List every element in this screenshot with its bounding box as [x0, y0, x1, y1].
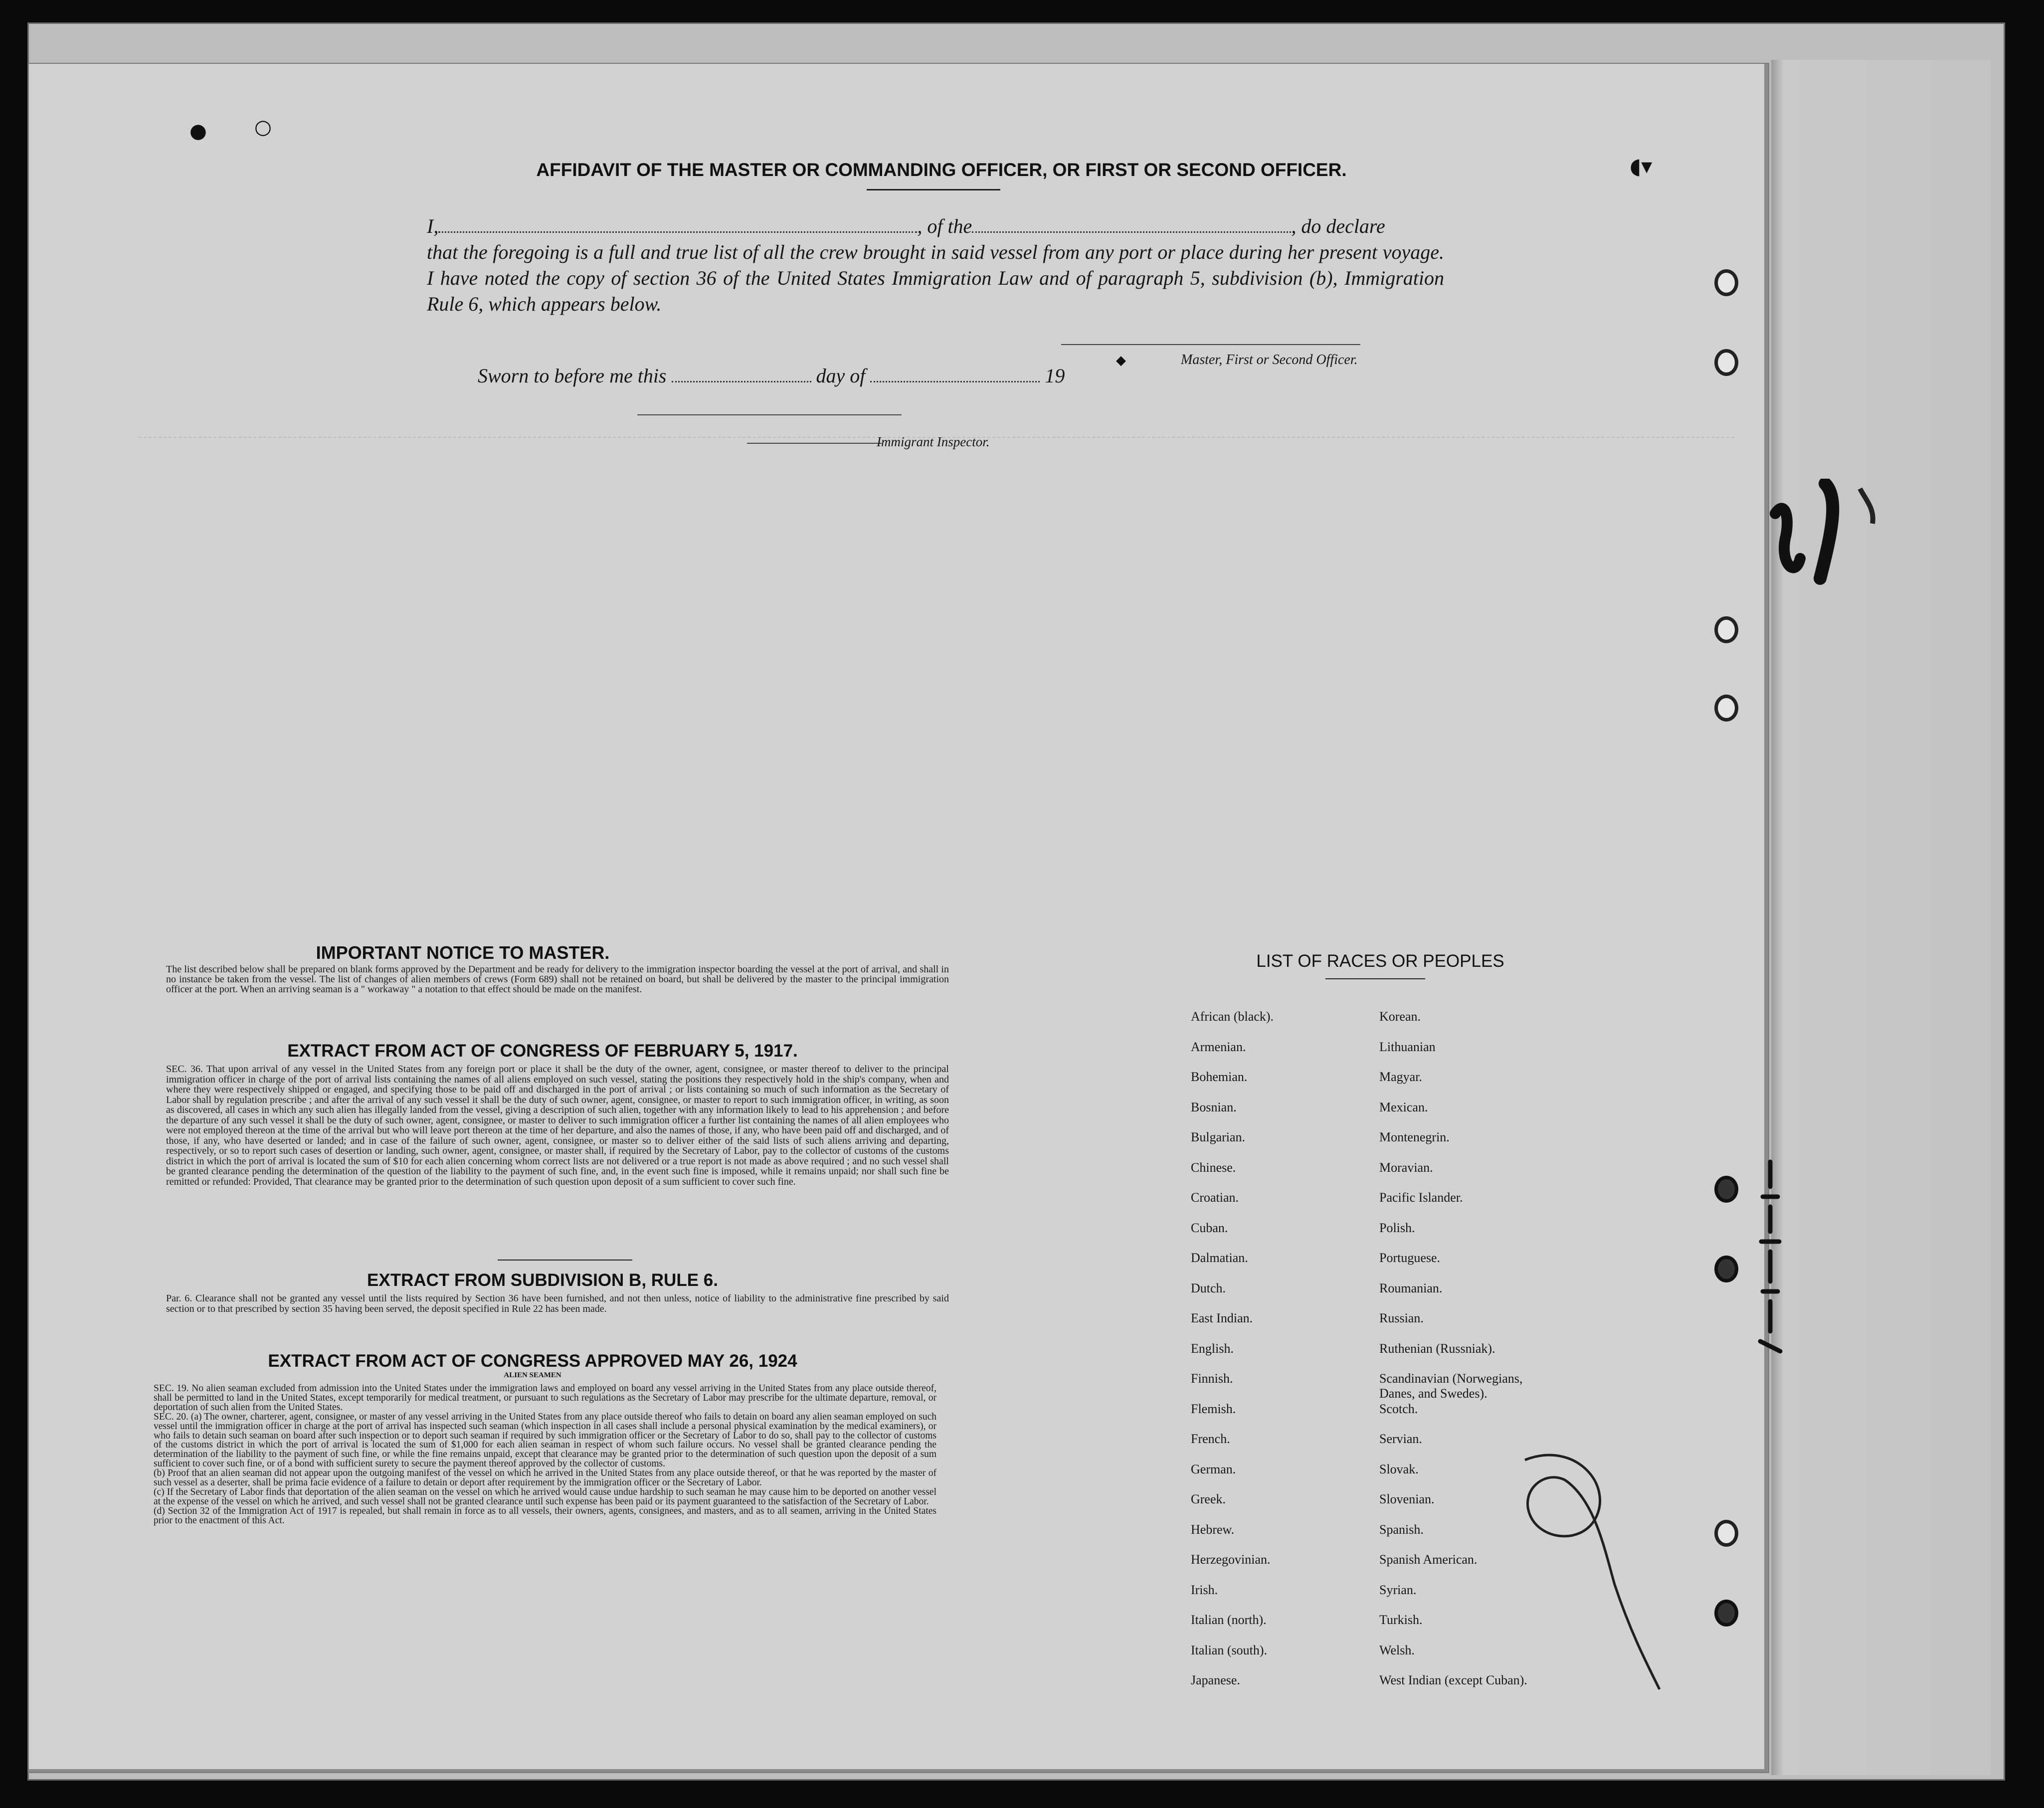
affidavit-of-the: , of the [917, 215, 972, 237]
race-item: Herzegovinian. [1191, 1552, 1271, 1567]
race-item: Spanish. [1379, 1522, 1424, 1537]
race-item: Japanese. [1191, 1673, 1240, 1687]
race-item: Montenegrin. [1379, 1130, 1450, 1144]
race-item: Spanish American. [1379, 1552, 1478, 1567]
race-item: French. [1191, 1432, 1230, 1446]
signature-label: Master, First or Second Officer. [1181, 352, 1358, 367]
race-item: African (black). [1191, 1009, 1274, 1024]
race-item: Chinese. [1191, 1160, 1236, 1175]
sworn-day-blank[interactable] [672, 363, 811, 382]
notice-title: IMPORTANT NOTICE TO MASTER. [316, 942, 610, 963]
race-item: Croatian. [1191, 1190, 1239, 1205]
race-item: Greek. [1191, 1492, 1226, 1506]
race-item: Lithuanian [1379, 1039, 1436, 1054]
punch-hole-icon [1714, 1600, 1738, 1627]
vertical-handwriting-icon [1755, 1157, 1785, 1366]
race-item: Cuban. [1191, 1220, 1228, 1235]
corner-mark-circle: ○ [254, 116, 272, 139]
race-item: Servian. [1379, 1432, 1422, 1446]
race-item: Magyar. [1379, 1070, 1422, 1084]
vessel-blank[interactable] [972, 213, 1291, 233]
race-item: Irish. [1191, 1582, 1218, 1597]
punch-hole-icon [1714, 269, 1738, 296]
ghost-table [139, 437, 1734, 986]
race-item: Syrian. [1379, 1582, 1417, 1597]
inspector-label: Immigrant Inspector. [877, 434, 990, 449]
race-item: Bohemian. [1191, 1070, 1248, 1084]
race-item: Slovenian. [1379, 1492, 1435, 1506]
race-item: Scandinavian (Norwegians, Danes, and Swedes). [1379, 1371, 1523, 1401]
extract3-subtitle: ALIEN SEAMEN [504, 1371, 561, 1379]
title-rule [867, 189, 1000, 190]
race-item: Mexican. [1379, 1099, 1428, 1114]
races-title-rule [1325, 978, 1425, 979]
name-blank[interactable] [438, 213, 917, 233]
extract2-text: Par. 6. Clearance shall not be granted any vessel until the lists required by Section 36 have been furnished, and not then unless, notice of liability to the administrative fine prescribed by said section or to that prescribed by section 35 having been served, the deposit specified in Rule 22 has been made. [166, 1293, 951, 1314]
notice-text: The list described below shall be prepared on blank forms approved by the Department and be ready for delivery to the immigration inspector boarding the vessel at the port of arrival, and shall in no instance be taken from the vessel. The list of changes of alien members of crews (Form 689) shall not be retained on board, but shall be delivered by the master to the principal immigration officer at the port. When an arriving seaman is a " workaway " a notation to that effect should be made on the manifest. [166, 964, 951, 995]
sworn-month-blank[interactable] [870, 363, 1040, 382]
day-of-text: day of [816, 364, 866, 387]
race-item: Bosnian. [1191, 1099, 1237, 1114]
ink-dot: ◆ [1116, 353, 1126, 368]
race-item: Slovak. [1379, 1461, 1419, 1476]
punch-hole-icon [1714, 349, 1738, 376]
race-item: Bulgarian. [1191, 1130, 1246, 1144]
race-item: Pacific Islander. [1379, 1190, 1463, 1205]
race-item: German. [1191, 1461, 1236, 1476]
race-item: Armenian. [1191, 1039, 1246, 1054]
race-item: Italian (south). [1191, 1642, 1268, 1657]
extract1-title: EXTRACT FROM ACT OF CONGRESS OF FEBRUARY 5, 1917. [287, 1041, 798, 1061]
inspector-signature-line [637, 414, 902, 415]
race-item: Roumanian. [1379, 1280, 1443, 1295]
race-item: Hebrew. [1191, 1522, 1235, 1537]
punch-hole-icon [1714, 695, 1738, 722]
race-item: Finnish. [1191, 1371, 1233, 1386]
document-page [29, 64, 1768, 1772]
affidavit-declare: , do declare [1291, 215, 1385, 237]
top-right-mark: ◖▾ [1630, 154, 1653, 179]
extract-divider [498, 1260, 632, 1261]
affidavit-i: I, [427, 215, 439, 237]
race-item: Welsh. [1379, 1642, 1415, 1657]
corner-mark-left: ● [189, 120, 207, 143]
race-item: Polish. [1379, 1220, 1415, 1235]
races-title: LIST OF RACES OR PEOPLES [1256, 951, 1504, 971]
punch-hole-icon [1714, 1256, 1738, 1282]
extract3-text: SEC. 19. No alien seaman excluded from admission into the United States under the immigration laws and employed on board any vessel arriving in the United States from any place outside thereof, shall be permitted to land in the United States, except temporarily for medical treatment, or pursuant to such regulations as the Secretary of Labor may prescribe for the ultimate departure, removal, or deportation of such alien from the United States. SEC. 20. (a) The owner, charterer, agent, consignee, or master of any vessel arriving in the United States from any place outside thereof who fails to detain on board any alien seaman employed on such vessel until the immigration officer in charge at the port of arrival has inspected such seaman (which inspection in all cases shall include a personal physical examination by the medical examiners), or who fails to detain such seaman on board after such inspection or to deport such seaman if required by such immigration officer or the Secretary of Labor to do so, shall pay to the collector of customs of the customs district in which the port of arrival is located the sum of $1,000 for each alien seaman in respect of whom such failure occurs. No vessel shall be granted clearance pending the determination of the liability to the payment of such fine, or while the fine remains unpaid, except that clearance may be granted prior to the determination of such question upon the deposit of a sum sufficient to cover such fine, or of a bond with sufficient surety to secure the payment thereof approved by the collector of customs. (b) Proof that an alien seaman did not appear upon the outgoing manifest of the vessel on which he arrived in the United States from any place outside thereof, or that he was reported by the master of such vessel as a deserter, shall be prima facie evidence of a failure to detain or deport after requirement by the immigration officer or the Secretary of Labor. (c) If the Secretary of Labor finds that deportation of the alien seaman on the vessel on which he arrived would cause undue hardship to such seaman he may cause him to be deported on another vessel at the expense of the vessel on which he arrived, and such vessel shall not be granted clearance until such expense has been paid or its payment guaranteed to the satisfaction of the Secretary of Labor. (d) Section 32 of the Immigration Act of 1917 is repealed, but shall remain in force as to all vessels, their owners, agents, consignees, and masters, and as to all seamen, arriving in the United States prior to the enactment of this Act. [154, 1383, 936, 1526]
race-item: Flemish. [1191, 1401, 1236, 1416]
race-item: Italian (north). [1191, 1613, 1267, 1627]
handwritten-stroke-icon [1765, 479, 1885, 618]
punch-hole-icon [1714, 616, 1738, 643]
extract1-text: SEC. 36. That upon arrival of any vessel in the United States from any foreign port or place it shall be the duty of the owner, agent, consignee, or master thereof to deliver to the principal immigration officer in charge of the port of arrival lists containing the names of all aliens employed on such vessel, stating the positions they respectively hold in the ship's company, when and where they were respectively shipped or engaged, and specifying those to be paid off and discharged in the port of arrival ; or lists containing so much of such information as the Secretary of Labor shall by regulation prescribe ; and after the arrival of any such vessel it shall be the duty of such owner, agent, consignee, or master to report to such immigration officer, in writing, as soon as discovered, all cases in which any such alien has illegally landed from the vessel, giving a description of such alien, together with any information likely to lead to his apprehension ; and before the departure of any such vessel it shall be the duty of such owner, agent, consignee, or master to deliver to such immigration officer a further list containing the names of all alien employees who were not employed thereon at the time of the arrival but who will leave port thereon at the time of her departure, and also the names of those, if any, who have been paid off and discharged, and of those, if any, who have deserted or landed; and in case of the failure of such owner, agent, consignee, or master so to deliver either of the said lists of such aliens arriving and departing, respectively, or so to report such cases of desertion or landing, such owner, agent, consignee, or master shall, if required by the Secretary of Labor, pay to the collector of customs of the customs district in which the port of arrival is located the sum of $10 for each alien concerning whom correct lists are not delivered or a true report is not made as above required ; and no such vessel shall be granted clearance pending the determination of the question of the liability to the payment of such fine, and, in the event such fine is imposed, while it remains unpaid; nor shall such fine be remitted or refunded: Provided, That clearance may be granted prior to the determination of such question upon deposit of a sum sufficient to cover such fine. [166, 1064, 951, 1187]
race-item: Portuguese. [1379, 1251, 1441, 1265]
punch-hole-icon [1714, 1176, 1738, 1203]
extract2-title: EXTRACT FROM SUBDIVISION B, RULE 6. [367, 1270, 718, 1290]
extract3-title: EXTRACT FROM ACT OF CONGRESS APPROVED MAY 26, 1924 [268, 1351, 797, 1371]
race-item: English. [1191, 1341, 1234, 1356]
race-item: Dutch. [1191, 1280, 1226, 1295]
race-item: West Indian (except Cuban). [1379, 1673, 1527, 1687]
back-sheet-edge [1771, 60, 1991, 1775]
sworn-line [478, 363, 1065, 389]
race-item: Scotch. [1379, 1401, 1418, 1416]
race-item: Korean. [1379, 1009, 1421, 1024]
race-item: Russian. [1379, 1311, 1424, 1325]
signature-line [1061, 344, 1360, 345]
handwritten-check-icon [1465, 1420, 1674, 1699]
race-item: Turkish. [1379, 1613, 1423, 1627]
affidavit-declaration: that the foregoing is a full and true list of all the crew brought in said vessel from any port or place during her present voyage. I have noted the copy of section 36 of the United States Immigration Law and of paragraph 5, subdivision (b), Immigration Rule 6, which appears below. [427, 241, 1444, 315]
sworn-text: Sworn to before me this [478, 364, 667, 387]
affidavit-body [427, 213, 1444, 317]
race-item: Dalmatian. [1191, 1251, 1248, 1265]
affidavit-title: AFFIDAVIT OF THE MASTER OR COMMANDING OFFICER, OR FIRST OR SECOND OFFICER. [536, 160, 1347, 180]
race-item: East Indian. [1191, 1311, 1253, 1325]
year-prefix: 19 [1045, 364, 1065, 387]
race-item: Moravian. [1379, 1160, 1433, 1175]
punch-hole-icon [1714, 1520, 1738, 1547]
race-item: Ruthenian (Russniak). [1379, 1341, 1495, 1356]
